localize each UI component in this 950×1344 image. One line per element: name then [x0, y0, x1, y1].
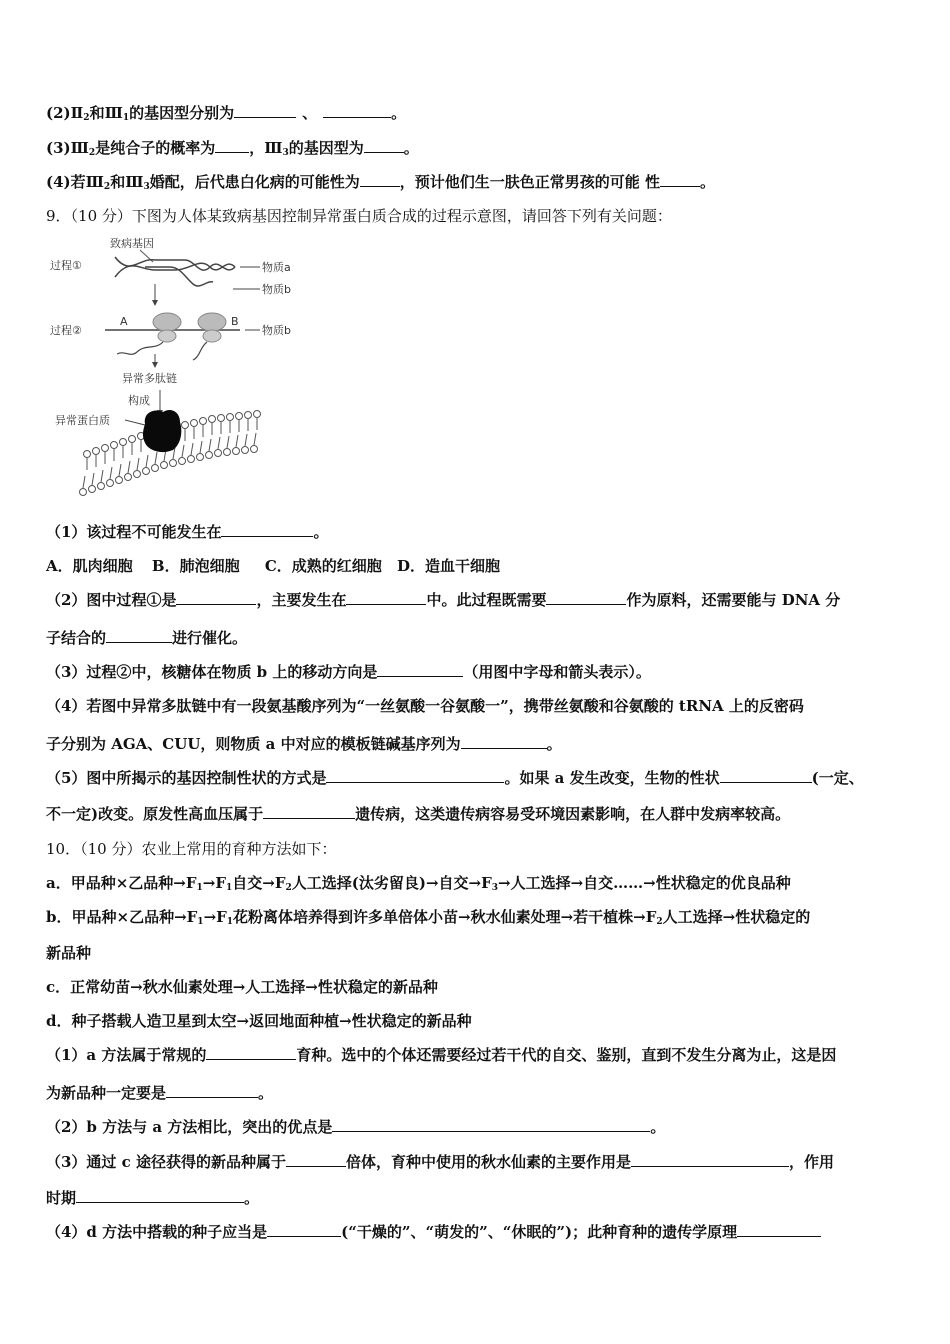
option-letter: C． [264, 557, 292, 575]
answer-blank[interactable] [461, 734, 547, 749]
text: 的基因型分别为 [129, 104, 235, 122]
text: 子分别为 AGA、CUU，则物质 a 中对应的模板链碱基序列为 [46, 735, 461, 753]
roman-numeral: Ⅲ [85, 173, 104, 191]
method-b-line2: 新品种 [46, 944, 92, 962]
ribosome-large-1 [153, 313, 181, 331]
q10-part2 [46, 1117, 665, 1137]
subscript: 3 [491, 883, 499, 893]
answer-blank[interactable] [377, 662, 463, 677]
text: 是纯合子的概率为 [95, 139, 216, 157]
protein-synthesis-diagram [45, 232, 320, 500]
option-letter: A． [46, 557, 73, 575]
subscript: 2 [83, 113, 90, 123]
q9-options [46, 556, 500, 576]
q10-part4 [46, 1222, 821, 1242]
q9-part5-line1 [46, 768, 864, 788]
text: 人工选择→性状稳定的 [662, 908, 811, 926]
answer-blank[interactable] [215, 138, 249, 153]
answer-blank[interactable] [263, 804, 355, 819]
q9-part2-line1 [46, 590, 840, 610]
answer-blank[interactable] [286, 1152, 346, 1167]
polypeptide-chain-2 [193, 342, 207, 360]
method-a [46, 873, 791, 893]
label-polypeptide: 异常多肽链 [122, 372, 177, 385]
text: 甲品种×乙品种→F [70, 874, 197, 892]
label-substance-b-2: 物质b [262, 324, 291, 337]
q9-part2-line2 [46, 628, 247, 648]
text: 正常幼苗→秋水仙素处理→人工选择→性状稳定的新品种 [70, 978, 438, 996]
answer-blank[interactable] [267, 1222, 341, 1237]
label-substance-a: 物质a [262, 261, 291, 274]
text: 不一定)改变。原发性高血压属于 [46, 805, 264, 823]
q10-title: 10．（10 分）农业上常用的育种方法如下： [46, 840, 337, 858]
text: 甲品种×乙品种→F [71, 908, 198, 926]
answer-blank[interactable] [631, 1152, 789, 1167]
text: ，预计他们生一肤色正常男孩的可能 性 [399, 173, 660, 191]
answer-blank[interactable] [234, 103, 296, 118]
text: （4）若图中异常多肽链中有一段氨基酸序列为“一丝氨酸一谷氨酸一”，携带丝氨酸和谷氨酸的 tRNA 上的反密码 [46, 697, 804, 715]
period: 。 [313, 523, 329, 541]
dna-strand-2 [115, 263, 235, 277]
option-c[interactable] [265, 557, 382, 575]
answer-blank[interactable] [360, 172, 400, 187]
text: （2）b 方法与 a 方法相比，突出的优点是 [46, 1118, 333, 1136]
text: 和 [110, 173, 126, 191]
subscript: 2 [656, 917, 663, 927]
text: →F [203, 908, 227, 926]
part-number: (2) [46, 104, 71, 122]
subscript: 1 [196, 883, 203, 893]
subscript: 3 [143, 182, 150, 192]
text: 婚配，后代患白化病的可能性为 [149, 173, 360, 191]
q10-part3-line1 [46, 1152, 834, 1172]
text: 和 [89, 104, 105, 122]
subscript: 1 [226, 883, 233, 893]
answer-blank[interactable] [326, 768, 504, 783]
text: 为新品种一定要是 [46, 1084, 167, 1102]
q8-part3 [46, 138, 419, 158]
option-text: 造血干细胞 [425, 557, 501, 575]
roman-numeral: Ⅲ [70, 139, 89, 157]
text: （用图中字母和箭头表示）。 [463, 663, 651, 681]
polypeptide-chain-1 [117, 342, 163, 354]
label-process2: 过程② [50, 324, 82, 337]
method-letter: c． [46, 978, 71, 996]
answer-blank[interactable] [176, 590, 256, 605]
period: 。 [650, 1118, 666, 1136]
option-b[interactable] [152, 557, 240, 575]
text: 的基因型为 [288, 139, 364, 157]
abnormal-protein-blob [143, 410, 181, 452]
text: 作为原料，还需要能与 DNA 分 [626, 591, 841, 609]
option-text: 肌肉细胞 [72, 557, 133, 575]
text: 进行催化。 [172, 629, 248, 647]
period: 。 [258, 1084, 274, 1102]
label-end-a: A [120, 315, 128, 328]
subscript: 2 [88, 148, 96, 158]
label-end-b: B [231, 315, 239, 328]
answer-blank[interactable] [221, 522, 313, 537]
text: （3）过程②中，核糖体在物质 b 上的移动方向是 [46, 663, 378, 681]
method-b-line1 [46, 907, 810, 927]
label-substance-b: 物质b [262, 283, 291, 296]
separator: 、 [302, 104, 318, 122]
q9-part1 [46, 522, 328, 542]
answer-blank[interactable] [332, 1117, 650, 1132]
q9-title: 9．（10 分）下图为人体某致病基因控制异常蛋白质合成的过程示意图，请回答下列有关问题： [46, 207, 672, 225]
part-number: (4)若 [46, 173, 86, 191]
subscript: 2 [103, 182, 111, 192]
answer-blank[interactable] [364, 138, 404, 153]
q9-part4-line1 [46, 696, 804, 716]
answer-blank[interactable] [346, 590, 426, 605]
subscript: 1 [197, 917, 204, 927]
option-letter: D． [397, 557, 426, 575]
subscript: 1 [226, 917, 234, 927]
answer-blank[interactable] [323, 103, 391, 118]
method-d [46, 1011, 472, 1031]
label-gene: 致病基因 [110, 237, 154, 250]
period: 。 [244, 1189, 260, 1207]
answer-blank[interactable] [720, 768, 812, 783]
method-letter: d． [46, 1012, 72, 1030]
text: （3）通过 c 途径获得的新品种属于 [46, 1153, 287, 1171]
q10-part1-line2 [46, 1083, 273, 1103]
text: 育种。选中的个体还需要经过若干代的自交、鉴别，直到不发生分离为止，这是因 [296, 1046, 837, 1064]
method-c [46, 977, 438, 997]
text: 人工选择(汰劣留良)→自交→F [291, 874, 492, 892]
period: 。 [546, 735, 562, 753]
answer-blank[interactable] [166, 1083, 258, 1098]
option-text: 肺泡细胞 [179, 557, 240, 575]
text: 遗传病，这类遗传病容易受环境因素影响，在人群中发病率较高。 [355, 805, 791, 823]
label-abnormal-protein: 异常蛋白质 [55, 414, 110, 427]
method-letter: b． [46, 908, 72, 926]
answer-blank[interactable] [546, 590, 626, 605]
ribosome-small-2 [203, 330, 221, 342]
q9-part5-line2 [46, 804, 790, 824]
option-letter: B． [151, 557, 180, 575]
period: 。 [700, 173, 716, 191]
q9-part4-line2 [46, 734, 562, 754]
period: 。 [391, 104, 407, 122]
text: (一定、 [811, 769, 864, 787]
text: 种子搭载人造卫星到太空→返回地面种植→性状稳定的新品种 [71, 1012, 472, 1030]
method-letter: a． [46, 874, 71, 892]
q10-part1-line1 [46, 1045, 836, 1065]
answer-blank[interactable] [660, 172, 700, 187]
answer-blank[interactable] [206, 1045, 296, 1060]
text: （4）d 方法中搭载的种子应当是 [46, 1223, 268, 1241]
option-d[interactable] [397, 557, 500, 575]
text: 子结合的 [46, 629, 107, 647]
text: 花粉离体培养得到许多单倍体小苗→秋水仙素处理→若干植株→F [233, 908, 657, 926]
text: 倍体，育种中使用的秋水仙素的主要作用是 [346, 1153, 632, 1171]
roman-numeral: Ⅱ [70, 104, 84, 122]
text: →人工选择→自交……→性状稳定的优良品种 [498, 874, 791, 892]
roman-numeral: Ⅲ [104, 104, 123, 122]
label-constitute: 构成 [128, 394, 150, 407]
ribosome-small-1 [158, 330, 176, 342]
subscript: 3 [282, 148, 289, 158]
answer-blank[interactable] [76, 1188, 244, 1203]
text: （5）图中所揭示的基因控制性状的方式是 [46, 769, 327, 787]
q8-part4 [46, 172, 715, 192]
period: 。 [403, 139, 419, 157]
option-a[interactable] [46, 557, 133, 575]
answer-blank[interactable] [737, 1222, 821, 1237]
text: →F [202, 874, 227, 892]
text: ，主要发生在 [256, 591, 347, 609]
subscript: 1 [122, 113, 130, 123]
text: 自交→F [232, 874, 286, 892]
text: 时期 [46, 1189, 77, 1207]
text: （2）图中过程①是 [46, 591, 177, 609]
option-text: 成熟的红细胞 [291, 557, 382, 575]
text: （1）a 方法属于常规的 [46, 1046, 207, 1064]
label-process1: 过程① [50, 259, 82, 272]
subscript: 2 [285, 883, 292, 893]
text: 。如果 a 发生改变，生物的性状 [504, 769, 720, 787]
q9-part3 [46, 662, 651, 682]
answer-blank[interactable] [106, 628, 172, 643]
roman-numeral: Ⅲ [264, 139, 283, 157]
diagram-svg [45, 232, 320, 500]
ribosome-large-2 [198, 313, 226, 331]
text: ，作用 [789, 1153, 835, 1171]
part-number: (3) [46, 139, 71, 157]
q8-part2 [46, 103, 406, 123]
q10-part3-line2 [46, 1188, 259, 1208]
text: （1）该过程不可能发生在 [46, 523, 222, 541]
text: (“干燥的”、“萌发的”、“休眠的”)；此种育种的遗传学原理 [341, 1223, 738, 1241]
separator: ， [249, 139, 265, 157]
text: 中。此过程既需要 [426, 591, 547, 609]
roman-numeral: Ⅲ [125, 173, 144, 191]
